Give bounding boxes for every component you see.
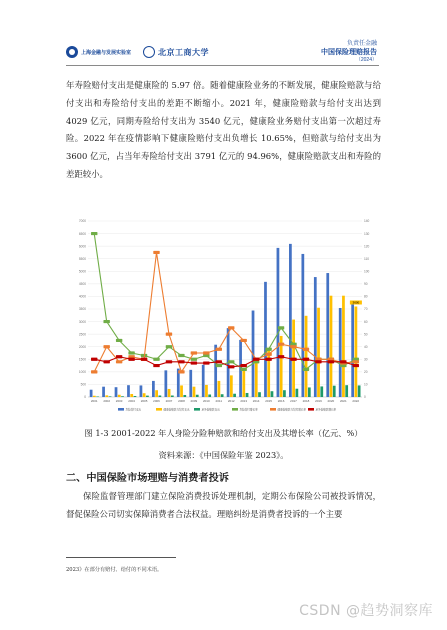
line-marker — [240, 368, 246, 371]
bar — [345, 385, 348, 397]
bar — [342, 296, 345, 397]
shanghai-lab-logo — [66, 46, 131, 58]
bar — [258, 392, 261, 397]
y-tick-right: 50 — [364, 332, 368, 337]
line-marker — [141, 358, 147, 361]
line-marker — [290, 358, 296, 361]
header-divider — [66, 65, 379, 66]
y-tick-right: 130 — [364, 231, 370, 236]
x-tick-label: 2004 — [128, 399, 135, 403]
x-tick-label: 2001 — [90, 399, 98, 403]
line-marker — [216, 364, 222, 367]
line-marker — [265, 358, 271, 361]
x-tick-label: 2021 — [339, 399, 347, 403]
line-marker — [278, 343, 284, 346]
x-tick-label: 2020 — [327, 399, 335, 403]
bar — [317, 308, 320, 397]
line-marker — [228, 326, 234, 329]
bar — [221, 394, 224, 397]
bar — [102, 387, 105, 397]
y-tick-left: 2500 — [78, 332, 86, 337]
header-logos — [66, 46, 209, 58]
y-tick-right: 100 — [364, 269, 370, 274]
y-tick-right: 80 — [364, 294, 368, 299]
bar — [140, 385, 143, 397]
bar — [118, 395, 121, 397]
bar — [358, 385, 361, 397]
line-marker — [278, 355, 284, 358]
legend-label: 意外险赔款增长率 — [315, 408, 337, 412]
line-marker — [228, 365, 234, 368]
x-tick-label: 2022 — [352, 399, 360, 403]
y-tick-left: 5000 — [78, 269, 86, 274]
legend-swatch — [194, 408, 200, 411]
bar — [115, 387, 118, 397]
bar — [314, 277, 317, 397]
report-title: 中国保险理赔报告 — [321, 49, 377, 56]
bar — [264, 282, 267, 397]
bar — [289, 244, 292, 397]
bar — [242, 369, 245, 397]
bar — [218, 381, 221, 397]
y-tick-right: 140 — [364, 219, 370, 224]
line-marker — [178, 354, 184, 357]
line-marker — [128, 358, 134, 361]
bar — [171, 395, 174, 397]
x-tick-label: 2014 — [252, 399, 260, 403]
bar — [230, 375, 233, 397]
bar — [330, 296, 333, 397]
line-marker — [240, 364, 246, 367]
combo-chart — [66, 211, 381, 419]
line-marker — [103, 360, 109, 363]
bar — [351, 302, 354, 397]
bar — [305, 316, 308, 397]
report-year: （2024） — [355, 57, 377, 63]
x-tick-label: 2009 — [190, 399, 198, 403]
body-paragraph-1: 年寿险赔付支出是健康险的 5.97 倍。随着健康险业务的不断发展，健康险赔款与给付支出和寿险给付支出的差距不断缩小。2021 年，健康险赔款与给付支出达到 4029 亿元，同期寿险给付支出为 3540 亿元，健康险业务赔付支出第一次超过寿险。2022 年在疫情影响下健康险赔付支出负增长 10.65%，但赔款与给付支出为 3600 亿元，占当年寿险给付支出 3791 亿元的 94.96%，健康险赔款支出和寿险的差距较小。 — [66, 80, 381, 179]
x-tick-label: 2016 — [277, 399, 285, 403]
y-tick-left: 0 — [84, 395, 86, 400]
university-logo-text: 北京工商大学 — [158, 46, 210, 57]
footnote-rule — [66, 557, 176, 558]
body-paragraph-2: 保险监督管理部门建立保险消费投诉处理机制，定期公布保险公司被投诉情况，督促保险公司切实保障消费者合法权益。理赔纠纷是消费者投诉的一个主要 — [66, 491, 381, 519]
figure-caption: 图 1-3 2001-2022 年人身险分险种赔款和给付支出及其增长率（亿元、%） — [84, 428, 363, 438]
x-tick-label: 2012 — [227, 399, 235, 403]
line-marker — [166, 333, 172, 336]
line-marker — [253, 358, 259, 361]
line-marker — [303, 368, 309, 371]
bar — [339, 308, 342, 397]
legend-swatch — [270, 408, 276, 411]
legend-label: 寿险给付支出 — [125, 408, 142, 412]
y-tick-right: 90 — [364, 282, 368, 287]
line-marker — [191, 358, 197, 361]
legend-label: 意外险赔款支出 — [201, 408, 220, 412]
line-marker — [91, 232, 97, 235]
bar — [143, 393, 146, 397]
y-tick-left: 4000 — [78, 294, 86, 299]
y-tick-right: 120 — [364, 244, 370, 249]
bar — [308, 387, 311, 397]
line-marker — [128, 351, 134, 354]
line-marker — [340, 360, 346, 363]
line-marker — [191, 361, 197, 364]
line-marker — [153, 251, 159, 254]
y-tick-left: 3500 — [78, 307, 86, 312]
y-tick-right: 0 — [364, 395, 366, 400]
lab-logo-icon — [66, 46, 78, 58]
x-tick-label: 2017 — [290, 399, 297, 403]
bar — [121, 396, 124, 397]
line-marker — [203, 361, 209, 364]
line-marker — [216, 348, 222, 351]
section-heading: 二、中国保险市场理赔与消费者投诉 — [66, 473, 229, 484]
line-marker — [91, 358, 97, 361]
line-marker — [153, 364, 159, 367]
bar — [283, 390, 286, 397]
bar — [267, 350, 270, 397]
line-marker — [91, 370, 97, 373]
y-tick-left: 7000 — [78, 219, 86, 224]
bar — [146, 396, 149, 397]
bar — [214, 345, 217, 397]
y-tick-right: 10 — [364, 382, 368, 387]
bar — [105, 395, 108, 397]
legend-label: 健康险赔款与给付支出 — [163, 408, 190, 412]
line-marker — [216, 360, 222, 363]
x-tick-label: 2019 — [315, 399, 322, 403]
bar — [90, 390, 93, 397]
y-tick-left: 1500 — [78, 357, 86, 362]
x-tick-label: 2005 — [140, 399, 148, 403]
y-tick-left: 1000 — [78, 370, 86, 375]
line-marker — [265, 348, 271, 351]
bar — [180, 385, 183, 397]
btbu-logo — [143, 46, 209, 58]
bar — [333, 386, 336, 397]
bar — [155, 390, 158, 397]
bar — [134, 396, 137, 397]
y-tick-left: 6500 — [78, 231, 86, 236]
line-marker — [278, 326, 284, 329]
figure-source: 资料来源：《中国保险年鉴 2023》。 — [158, 450, 289, 460]
bar — [295, 389, 298, 397]
footnote: 2023》在部分有赔付、给付的不同术语。 — [66, 567, 163, 573]
x-tick-label: 2002 — [103, 399, 111, 403]
line-marker — [116, 355, 122, 358]
line-marker — [265, 353, 271, 356]
x-tick-label: 2011 — [215, 399, 222, 403]
y-tick-right: 110 — [364, 256, 370, 261]
y-tick-right: 40 — [364, 344, 368, 349]
line-marker — [353, 364, 359, 367]
bar — [152, 381, 155, 397]
x-tick-label: 2008 — [178, 399, 185, 403]
x-tick-label: 2013 — [240, 399, 248, 403]
bar — [326, 273, 329, 397]
bar — [196, 395, 199, 397]
line-marker — [178, 370, 184, 373]
figure-1-3-chart — [66, 211, 381, 419]
x-tick-label: 2015 — [265, 399, 272, 403]
x-tick-label: 2010 — [202, 399, 210, 403]
bar — [205, 385, 208, 397]
line-marker — [315, 360, 321, 363]
legend-label: 寿险给付增长率 — [239, 408, 258, 412]
legend-swatch — [118, 408, 124, 411]
line-marker — [103, 320, 109, 323]
bar — [246, 393, 249, 397]
line-marker — [166, 360, 172, 363]
bar — [233, 394, 236, 397]
report-series: 负责任金融 — [346, 41, 377, 47]
y-tick-left: 2000 — [78, 344, 86, 349]
bar — [93, 396, 96, 397]
y-tick-left: 5500 — [78, 256, 86, 261]
report-title-block — [321, 40, 377, 64]
y-tick-left: 3000 — [78, 319, 86, 324]
bar — [355, 306, 358, 397]
x-tick-label: 2018 — [302, 399, 310, 403]
x-tick-label: 2003 — [115, 399, 123, 403]
line-marker — [166, 345, 172, 348]
bar — [109, 396, 112, 397]
y-tick-right: 20 — [364, 370, 368, 375]
bar — [301, 254, 304, 397]
page-header — [0, 0, 447, 66]
legend-swatch — [308, 408, 314, 411]
line-marker — [353, 360, 359, 363]
bar — [189, 370, 192, 397]
line-marker — [228, 360, 234, 363]
watermark: CSDN @趋势洞察库 — [299, 603, 433, 619]
line-marker — [290, 345, 296, 348]
lab-logo-text: 上海金融与发展实验室 — [81, 49, 132, 56]
y-tick-right: 30 — [364, 357, 368, 362]
bar — [208, 394, 211, 397]
line-marker — [240, 339, 246, 342]
bar — [164, 370, 167, 397]
line-marker — [303, 358, 309, 361]
legend-swatch — [232, 408, 238, 411]
y-tick-right: 70 — [364, 307, 368, 312]
x-tick-label: 2006 — [153, 399, 160, 403]
line-marker — [303, 348, 309, 351]
bar — [277, 248, 280, 397]
bar — [320, 386, 323, 397]
bar — [255, 358, 258, 397]
line-marker — [178, 360, 184, 363]
line-marker — [328, 360, 334, 363]
y-tick-left: 4500 — [78, 282, 86, 287]
bar — [130, 394, 133, 397]
y-tick-left: 500 — [80, 382, 86, 387]
bar-data-label: 3600 — [352, 300, 360, 305]
bar — [158, 395, 161, 397]
line-marker — [116, 360, 122, 363]
x-tick-label: 2007 — [165, 399, 173, 403]
university-seal-icon — [143, 46, 155, 58]
line-marker — [153, 358, 159, 361]
legend-swatch — [156, 408, 162, 411]
bar — [96, 396, 99, 397]
line-marker — [191, 351, 197, 354]
bar — [202, 365, 205, 397]
bar — [127, 385, 130, 397]
line-marker — [103, 345, 109, 348]
bar — [271, 391, 274, 397]
bar — [193, 387, 196, 397]
line-marker — [116, 339, 122, 342]
bar — [183, 395, 186, 397]
legend-label: 健康险赔款与给付增长率 — [277, 408, 307, 412]
y-tick-left: 6000 — [78, 244, 86, 249]
line-marker — [203, 351, 209, 354]
y-tick-right: 60 — [364, 319, 368, 324]
bar — [168, 389, 171, 397]
